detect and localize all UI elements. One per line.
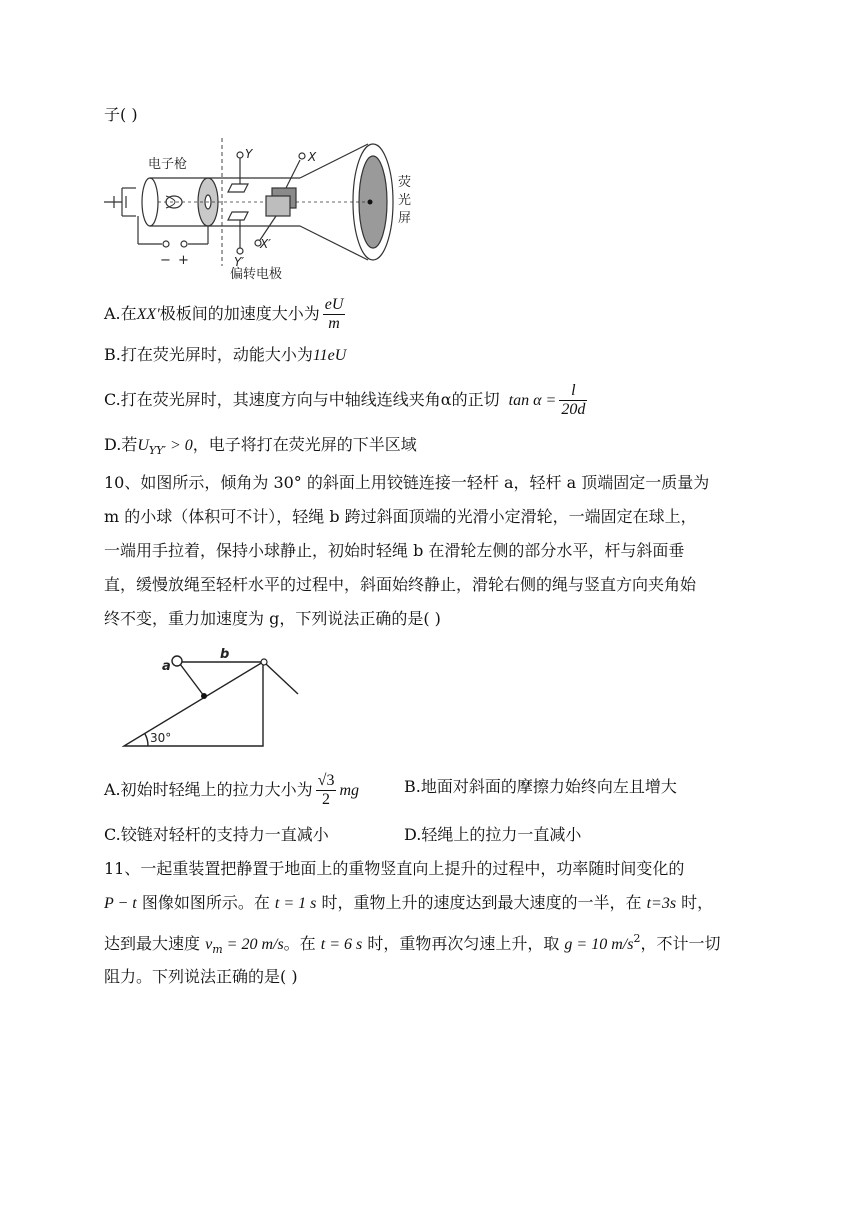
screen-label-3: 屏 bbox=[398, 211, 412, 226]
gun-label: 电子枪 bbox=[148, 157, 188, 172]
q10-line-5: 终不变，重力加速度为 g，下列说法正确的是( ) bbox=[104, 609, 441, 628]
crt-diagram bbox=[100, 136, 430, 282]
fraction-l-20d: $\frac{l}{20d}$ bbox=[561, 382, 586, 418]
incline-diagram bbox=[118, 642, 308, 752]
label-b: b bbox=[220, 647, 230, 662]
minus-label: − bbox=[160, 253, 171, 268]
q9-option-d: D.若$U_{YY'} > 0$，电子将打在荧光屏的下半区域 bbox=[104, 435, 417, 457]
yp-label: Y′ bbox=[234, 255, 245, 269]
q11-line-4: 阻力。下列说法正确的是( ) bbox=[104, 967, 298, 986]
q10-line-2: m 的小球（体积可不计），轻绳 b 跨过斜面顶端的光滑小定滑轮，一端固定在球上， bbox=[104, 507, 697, 526]
label-a: a bbox=[162, 659, 171, 674]
xp-label: X′ bbox=[260, 237, 271, 251]
q9-option-c: C.打在荧光屏时，其速度方向与中轴线连线夹角α的正切 tan α = $\frac{l}{20d}$ bbox=[104, 382, 586, 418]
q10-option-a: A.初始时轻绳上的拉力大小为 $\frac{√3}{2}$ mg bbox=[104, 772, 359, 808]
q11-line-1: 11、一起重装置把静置于地面上的重物竖直向上提升的过程中，功率随时间变化的 bbox=[104, 859, 685, 878]
y-label: Y bbox=[245, 147, 253, 161]
q11-line-3: 达到最大速度 $v_m = 20$ m/s。在 t = 6 s 时，重物再次匀速上升，取 g = 10 $m/s^2$，不计一切 bbox=[104, 932, 721, 956]
plus-label: + bbox=[178, 253, 189, 268]
q9-tail: 子( ) bbox=[104, 105, 138, 124]
q10-option-b: B.地面对斜面的摩擦力始终向左且增大 bbox=[404, 777, 677, 796]
label-30deg: 30° bbox=[150, 731, 172, 745]
q10-line-1: 10、如图所示，倾角为 30° 的斜面上用铰链连接一轻杆 a，轻杆 a 顶端固定一质量为 bbox=[104, 473, 710, 492]
q9-option-b: B.打在荧光屏时，动能大小为11eU bbox=[104, 345, 347, 364]
screen-label-2: 光 bbox=[398, 193, 412, 208]
q9-option-a: A.在XX′极板间的加速度大小为 $\frac{eU}{m}$ bbox=[104, 296, 344, 332]
fraction-sqrt3-2: $\frac{√3}{2}$ bbox=[317, 772, 335, 808]
deflector-label: 偏转电极 bbox=[230, 267, 283, 282]
q10-line-3: 一端用手拉着，保持小球静止，初始时轻绳 b 在滑轮左侧的部分水平，杆与斜面垂 bbox=[104, 541, 685, 560]
q10-option-c: C.铰链对轻杆的支持力一直减小 bbox=[104, 825, 329, 844]
q10-option-d: D.轻绳上的拉力一直减小 bbox=[404, 825, 582, 844]
x-label: X bbox=[308, 150, 317, 164]
q11-line-2: P − t 图像如图所示。在 t = 1 s 时，重物上升的速度达到最大速度的一半，在 t=3s 时， bbox=[104, 893, 714, 912]
fraction-eu-m: $\frac{eU}{m}$ bbox=[324, 296, 344, 332]
q10-line-4: 直，缓慢放绳至轻杆水平的过程中，斜面始终静止，滑轮右侧的绳与竖直方向夹角始 bbox=[104, 575, 697, 594]
screen-label-1: 荧 bbox=[398, 175, 412, 190]
